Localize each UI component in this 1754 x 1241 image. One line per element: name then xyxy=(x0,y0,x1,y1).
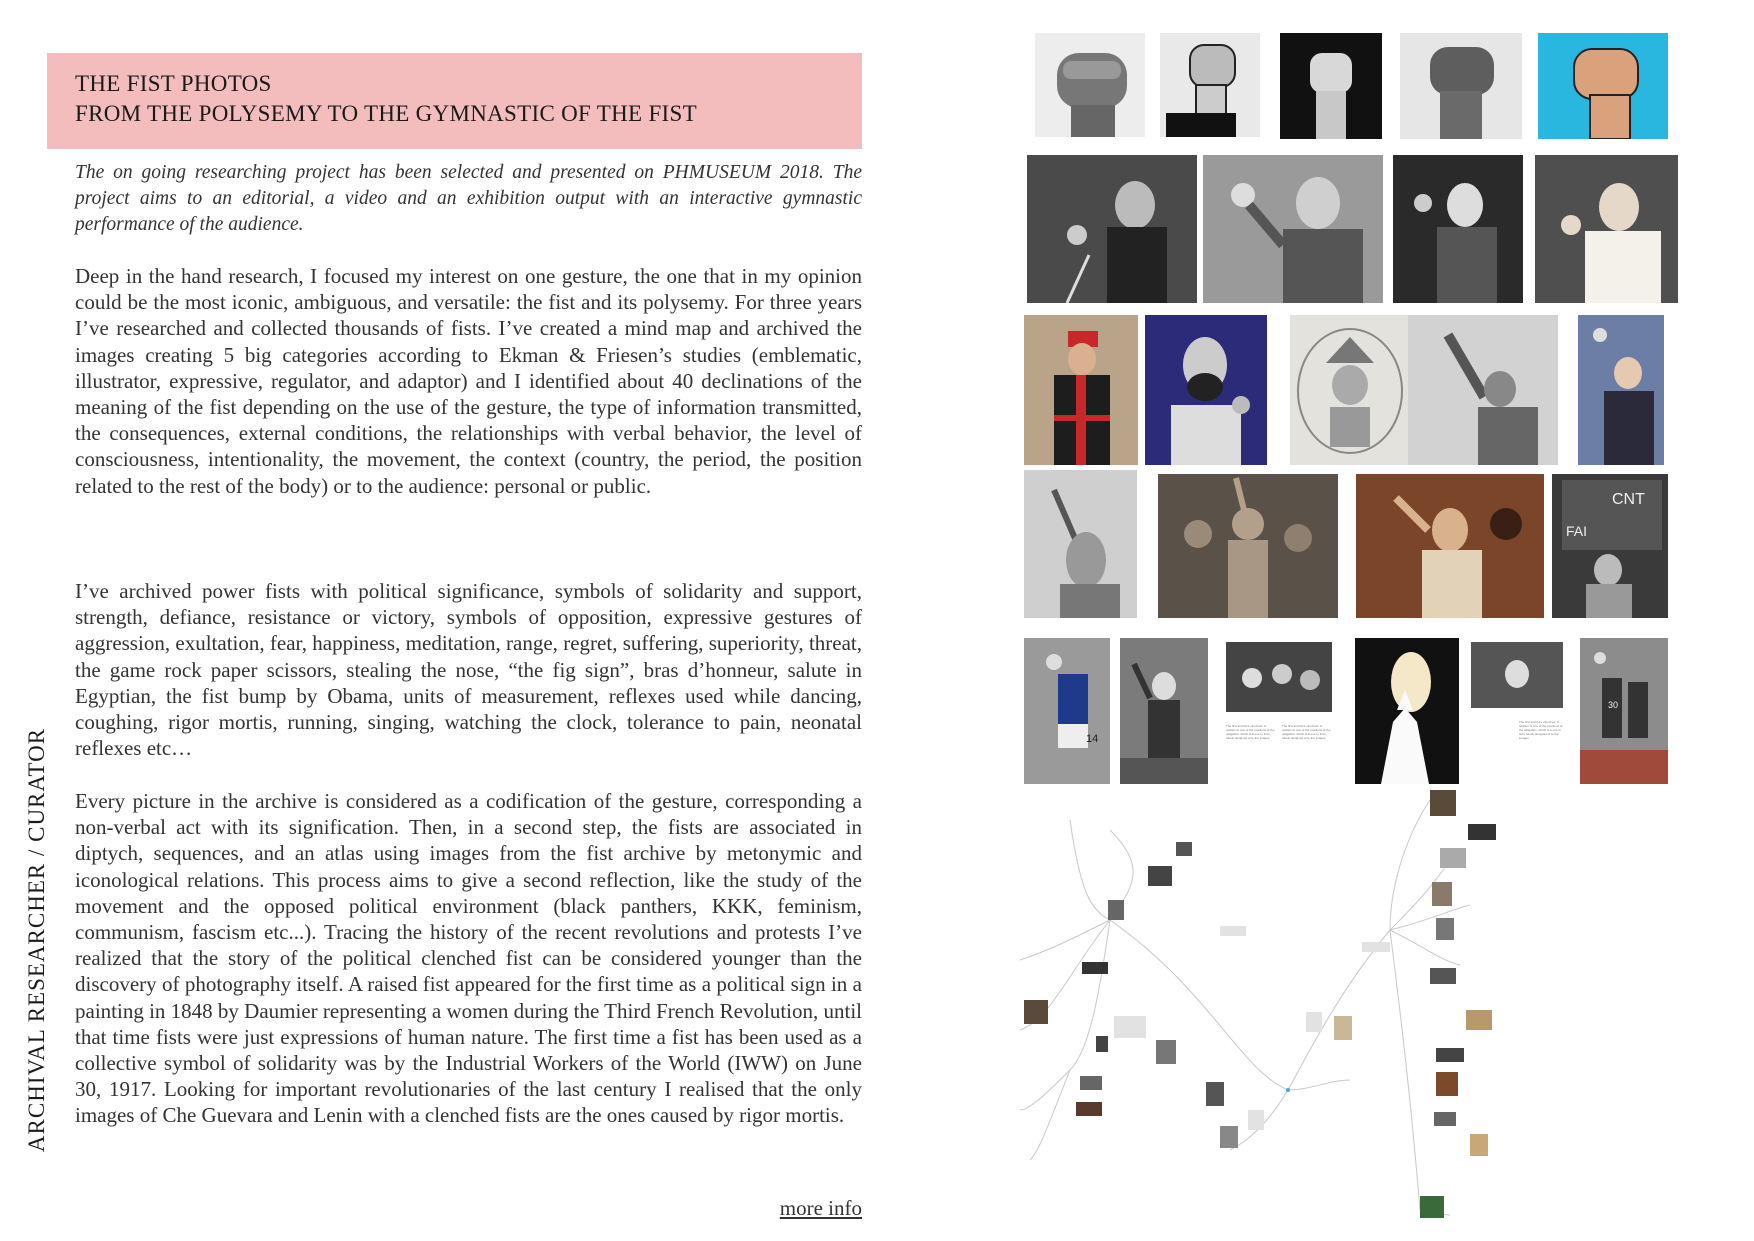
side-label xyxy=(20,710,54,1170)
mind-map-photo-16 xyxy=(1082,962,1108,974)
more-info-link[interactable]: more info xyxy=(779,1196,862,1220)
photo-soldier-painting xyxy=(1024,315,1138,465)
title-box xyxy=(47,53,862,149)
mind-map-photo-7 xyxy=(1466,1010,1492,1030)
photo-fist-2 xyxy=(1160,33,1260,137)
paragraph-2: I’ve archived power fists with political significance, symbols of solidarity and support, strength, defiance, resistance or victory, symbols of opposition, expressive gestures of aggression, exultation, fear, happiness, meditation, range, regret, suffering, superiority, threat, the game rock paper scissors, stealing the nose, “the fig sign”, bras d’honneur, salute in Egyptian, the fist bump by Obama, units of measurement, reflexes used while dancing, coughing, rigor mortis, running, singing, watching the clock, tolerance to pain, neonatal reflexes etc… xyxy=(75,579,862,761)
mind-map-note-2 xyxy=(1114,1016,1146,1038)
mind-map-photo-1 xyxy=(1430,790,1456,816)
photo-old-man-fist xyxy=(1393,155,1523,303)
intro-text: The on going researching project has been selected and presented on PHMUSEUM 2018. The project aims to an editorial, a video and an exhibition output with an interactive gymnastic performance of the audience. xyxy=(75,162,862,235)
mind-map-photo-3 xyxy=(1440,848,1466,868)
paragraph-1: Deep in the hand research, I focused my interest on one gesture, the one that in my opinion could be the most iconic, ambiguous, and versatile: the fist and its polysemy. For three years I’ve researched and collected thousands of fists. I’ve created a mind map and archived the images creating 5 big categories according to Ekman & Friesen’s studies (emblematic, illustrator, expressive, regulator, and adaptor) and I identified about 40 declinations of the meaning of the fist depending on the use of the gesture, the type of information transmitted, the consequences, external conditions, the relationships with verbal behavior, the level of consciousness, intentionality, the movement, the context (country, the period, the position related to the rest of the body) or to the audience: personal or public. xyxy=(75,264,862,498)
mind-map-photo-9 xyxy=(1436,1072,1458,1096)
mind-map-photo-12 xyxy=(1420,1196,1444,1218)
mind-map-connectors xyxy=(1010,790,1720,1230)
mind-map-photo-14 xyxy=(1148,866,1172,886)
mind-map-photo-6 xyxy=(1430,968,1456,984)
mind-map-photo-8 xyxy=(1436,1048,1464,1062)
photo-cnt-fai-flag xyxy=(1552,474,1668,618)
cnt-label: CNT xyxy=(1612,491,1645,508)
photo-speaker-microphone xyxy=(1027,155,1197,303)
photo-footballer xyxy=(1024,638,1110,784)
photo-fist-5 xyxy=(1538,33,1668,139)
mind-map-photo-10 xyxy=(1434,1112,1456,1126)
photo-kkk-burning-cross xyxy=(1355,638,1459,784)
caption-text-3: The first and fist's clenched, in relation to one of the positions of the obligation, which is a one to fist's hands designed of to the images xyxy=(1519,720,1563,740)
number-30-label: 30 xyxy=(1608,700,1619,710)
fai-label: FAI xyxy=(1566,523,1588,539)
mind-map-photo-17 xyxy=(1024,1000,1048,1024)
mind-map-note-1 xyxy=(1220,926,1246,936)
photo-pope-fist xyxy=(1535,155,1678,303)
side-label-text: ARCHIVAL RESEARCHER / CURATOR xyxy=(24,727,49,1153)
mind-map-photo-5 xyxy=(1436,918,1454,940)
mind-map xyxy=(1010,790,1720,1230)
photo-protester-stage xyxy=(1120,638,1208,784)
mind-map-photo-15 xyxy=(1108,900,1124,920)
photo-engraving-portrait xyxy=(1290,315,1412,465)
photo-fist-4 xyxy=(1400,33,1522,139)
paragraph-3: Every picture in the archive is considered as a codification of the gesture, corresponding a non-verbal act with its signification. Then, in a second step, the fists are associated in diptych, sequences, and an atlas using images from the fist archive by metonymic and iconological relations. This process aims to give a second reflection, like the study of the movement and the opposed political environment (black panthers, KKK, feminism, communism, fascism etc...). Tracing the history of the recent revolutions and protests I’ve realized that the story of the political clenched fist can be considered younger than the discovery of photography itself. A raised fist appeared for the first time as a political sign in a painting in 1848 by Daumier representing a women during the Third French Revolution, until that time fists were just expressions of human nature. The first time a fist has been used as a collective symbol of solidarity was by the Industrial Workers of the World (IWW) on June 30, 1917. Looking for important revolutionaries of the last century I realised that the only images of Che Guevara and Lenin with a clenched fists are the ones caused by rigor mortis. xyxy=(75,789,862,1128)
mind-map-note-5 xyxy=(1248,1110,1264,1130)
photo-fascist-salute xyxy=(1408,315,1558,465)
caption-text-2: The first and fist's clenched, in relation to one of the positions of the obligation, which is a one to fist's hands designed of to the images xyxy=(1282,724,1331,740)
title-line-2: FROM THE POLYSEMY TO THE GYMNASTIC OF THE FIST xyxy=(75,101,697,126)
photo-caption-panel-2 xyxy=(1467,638,1567,784)
mind-map-photo-11 xyxy=(1470,1134,1488,1156)
mind-map-note-4 xyxy=(1306,1012,1322,1032)
photo-caption-panel-1 xyxy=(1222,638,1336,784)
mind-map-photo-21 xyxy=(1076,1102,1102,1116)
mind-map-photo-18 xyxy=(1096,1036,1108,1052)
mind-map-photo-2 xyxy=(1468,824,1496,840)
mind-map-photo-23 xyxy=(1220,1126,1238,1148)
photo-crowd-cheering xyxy=(1158,474,1338,618)
photo-liberty-painting xyxy=(1024,470,1137,618)
mind-map-note-3 xyxy=(1362,942,1390,952)
photo-olympic-runners xyxy=(1580,638,1668,784)
mind-map-photo-19 xyxy=(1156,1040,1176,1064)
photo-politician-suit xyxy=(1578,315,1664,465)
mind-map-photo-24 xyxy=(1334,1016,1352,1040)
mind-map-photo-22 xyxy=(1206,1082,1224,1106)
title-line-1: THE FIST PHOTOS xyxy=(75,71,272,96)
number-14-label: 14 xyxy=(1086,733,1099,745)
photo-fist-1 xyxy=(1035,33,1145,137)
photo-bearded-man xyxy=(1145,315,1267,465)
photo-dictator-speech xyxy=(1203,155,1383,303)
mind-map-photo-4 xyxy=(1432,882,1452,906)
caption-text-1: The first and fist's clenched, in relation to one of the positions of the obligation, which is a one to fist's hands designed of to the images xyxy=(1226,724,1275,740)
mind-map-photo-13 xyxy=(1176,842,1192,856)
photo-fist-3 xyxy=(1280,33,1382,139)
mind-map-photo-20 xyxy=(1080,1076,1102,1090)
photo-revolution-painting xyxy=(1356,474,1544,618)
